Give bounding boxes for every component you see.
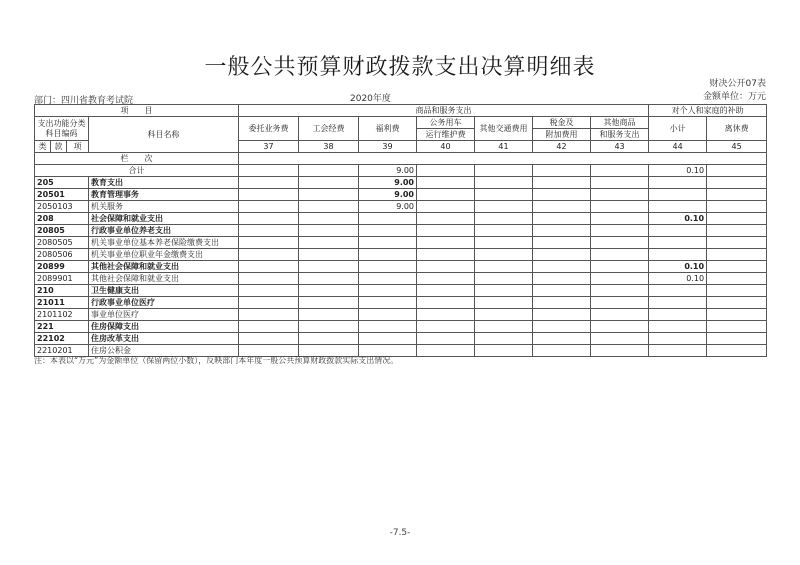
amount-cell: [591, 285, 649, 297]
amount-cell: [475, 237, 533, 249]
function-code-cell: 20899: [35, 261, 89, 273]
subject-name-cell: 卫生健康支出: [89, 285, 239, 297]
retire-header: 离休费: [707, 117, 767, 141]
footnote: 注：本表以“万元”为金额单位（保留两位小数），反映部门本年度一般公共预算财政拨款实际支出情况。: [34, 356, 399, 365]
amount-cell: [299, 321, 359, 333]
amount-cell: [239, 333, 299, 345]
total-row: [35, 165, 767, 177]
amount-cell: [591, 237, 649, 249]
table-row: [35, 177, 767, 189]
table-row: [35, 297, 767, 309]
welfare-header: 福利费: [359, 117, 417, 141]
subject-name-cell: 住房改革支出: [89, 333, 239, 345]
function-code-cell: 2080505: [35, 237, 89, 249]
function-code-cell: 221: [35, 321, 89, 333]
function-code-cell: 205: [35, 177, 89, 189]
amount-cell: [533, 261, 591, 273]
function-code-cell: 21011: [35, 297, 89, 309]
amount-cell: [239, 213, 299, 225]
amount-cell: [299, 249, 359, 261]
amount-cell: [417, 273, 475, 285]
total-cell: [591, 165, 649, 177]
amount-cell: [591, 309, 649, 321]
amount-cell: [239, 189, 299, 201]
subject-name-cell: 机关事业单位职业年金缴费支出: [89, 249, 239, 261]
amount-cell: [359, 333, 417, 345]
subject-name-header: 科目名称: [89, 117, 239, 153]
amount-cell: [649, 237, 707, 249]
department-label: 部门：四川省教育考试院: [34, 96, 134, 106]
amount-cell: [707, 285, 767, 297]
subject-name-cell: 住房保障支出: [89, 321, 239, 333]
xiang-header: 项: [67, 141, 89, 153]
function-code-cell: 22102: [35, 333, 89, 345]
amount-cell: [239, 225, 299, 237]
subject-name-cell: 事业单位医疗: [89, 309, 239, 321]
subject-name-cell: 机关事业单位基本养老保险缴费支出: [89, 237, 239, 249]
table-row: [35, 333, 767, 345]
amount-cell: [417, 189, 475, 201]
tax-header-2: 附加费用: [533, 129, 591, 141]
total-cell: 0.10: [649, 165, 707, 177]
amount-cell: 9.00: [359, 189, 417, 201]
amount-cell: [591, 261, 649, 273]
subject-name-cell: 其他社会保障和就业支出: [89, 261, 239, 273]
amount-cell: [649, 333, 707, 345]
function-code-cell: 210: [35, 285, 89, 297]
col-num-39: 39: [359, 141, 417, 153]
table-row: [35, 321, 767, 333]
function-code-cell: 2210201: [35, 345, 89, 357]
amount-cell: [591, 249, 649, 261]
amount-cell: [299, 213, 359, 225]
amount-cell: [707, 333, 767, 345]
amount-cell: [649, 309, 707, 321]
table-row: [35, 309, 767, 321]
amount-cell: [707, 177, 767, 189]
col-num-45: 45: [707, 141, 767, 153]
col-num-37: 37: [239, 141, 299, 153]
amount-cell: [417, 177, 475, 189]
table-row: [35, 201, 767, 213]
amount-cell: [417, 333, 475, 345]
amount-cell: [239, 201, 299, 213]
amount-cell: 0.10: [649, 213, 707, 225]
col-num-44: 44: [649, 141, 707, 153]
amount-cell: [475, 273, 533, 285]
amount-cell: [533, 309, 591, 321]
col-num-40: 40: [417, 141, 475, 153]
amount-cell: [707, 201, 767, 213]
amount-cell: [591, 213, 649, 225]
subtotal-header: 小计: [649, 117, 707, 141]
amount-cell: [359, 285, 417, 297]
amount-cell: [649, 345, 707, 357]
kuan-header: 款: [51, 141, 67, 153]
table-row: [35, 285, 767, 297]
amount-cell: [359, 321, 417, 333]
amount-cell: [533, 285, 591, 297]
amount-cell: [239, 321, 299, 333]
amount-cell: [359, 309, 417, 321]
unit-label: 金额单位：万元: [702, 92, 766, 102]
amount-cell: [299, 237, 359, 249]
amount-cell: [239, 261, 299, 273]
amount-cell: [707, 225, 767, 237]
amount-cell: [417, 237, 475, 249]
amount-cell: [239, 249, 299, 261]
total-cell: [707, 165, 767, 177]
amount-cell: [359, 249, 417, 261]
table-row: [35, 261, 767, 273]
table-row: [35, 225, 767, 237]
amount-cell: [707, 237, 767, 249]
transport-header: 其他交通费用: [475, 117, 533, 141]
amount-cell: [475, 213, 533, 225]
amount-cell: [649, 321, 707, 333]
vehicle-header-2: 运行维护费: [417, 129, 475, 141]
total-cell: [533, 165, 591, 177]
amount-cell: [417, 309, 475, 321]
amount-cell: [475, 189, 533, 201]
amount-cell: [417, 213, 475, 225]
amount-cell: [299, 333, 359, 345]
total-cell: [475, 165, 533, 177]
amount-cell: [591, 297, 649, 309]
amount-cell: [475, 225, 533, 237]
total-cell: [417, 165, 475, 177]
page-title: 一般公共预算财政拨款支出决算明细表: [204, 55, 596, 80]
expenditure-table: [34, 104, 767, 357]
amount-cell: [707, 321, 767, 333]
amount-cell: [475, 297, 533, 309]
col-num-38: 38: [299, 141, 359, 153]
amount-cell: [591, 177, 649, 189]
subject-name-cell: 住房公积金: [89, 345, 239, 357]
amount-cell: [533, 237, 591, 249]
page-number: -7.5-: [389, 528, 411, 538]
amount-cell: [475, 201, 533, 213]
table-row: [35, 273, 767, 285]
amount-cell: [533, 273, 591, 285]
amount-cell: [417, 261, 475, 273]
function-code-cell: 20805: [35, 225, 89, 237]
amount-cell: [475, 333, 533, 345]
table-row: [35, 189, 767, 201]
amount-cell: [359, 213, 417, 225]
amount-cell: [417, 321, 475, 333]
entrusted-header: 委托业务费: [239, 117, 299, 141]
subject-name-cell: 行政事业单位养老支出: [89, 225, 239, 237]
amount-cell: [475, 261, 533, 273]
table-row: [35, 237, 767, 249]
amount-cell: [649, 201, 707, 213]
goods-services-header: 商品和服务支出: [239, 105, 649, 117]
vehicle-header-1: 公务用车: [417, 117, 475, 129]
amount-cell: [533, 249, 591, 261]
amount-cell: [417, 225, 475, 237]
amount-cell: [417, 249, 475, 261]
amount-cell: [533, 177, 591, 189]
amount-cell: [707, 309, 767, 321]
amount-cell: [707, 261, 767, 273]
amount-cell: [707, 273, 767, 285]
amount-cell: [299, 309, 359, 321]
amount-cell: [299, 189, 359, 201]
col-num-42: 42: [533, 141, 591, 153]
amount-cell: [591, 273, 649, 285]
form-code: 财决公开07表: [709, 79, 766, 89]
tax-header-1: 税金及: [533, 117, 591, 129]
amount-cell: [299, 261, 359, 273]
amount-cell: [359, 297, 417, 309]
amount-cell: [591, 345, 649, 357]
lan-ci-row: [35, 153, 767, 165]
amount-cell: [475, 249, 533, 261]
total-cell: [239, 165, 299, 177]
amount-cell: [475, 285, 533, 297]
amount-cell: [417, 285, 475, 297]
amount-cell: [299, 297, 359, 309]
total-cell: [299, 165, 359, 177]
subject-name-cell: 行政事业单位医疗: [89, 297, 239, 309]
amount-cell: [299, 225, 359, 237]
other-header-2: 和服务支出: [591, 129, 649, 141]
item-header: 项 目: [35, 105, 239, 117]
amount-cell: [707, 249, 767, 261]
amount-cell: [707, 189, 767, 201]
amount-cell: [475, 321, 533, 333]
year-label: 2020年度: [350, 94, 391, 104]
amount-cell: [533, 201, 591, 213]
amount-cell: [359, 225, 417, 237]
amount-cell: [649, 249, 707, 261]
amount-cell: [417, 345, 475, 357]
amount-cell: [239, 237, 299, 249]
amount-cell: [649, 189, 707, 201]
subject-name-cell: 其他社会保障和就业支出: [89, 273, 239, 285]
function-code-cell: 2089901: [35, 273, 89, 285]
table-row: [35, 213, 767, 225]
amount-cell: [239, 273, 299, 285]
personal-subsidy-header: 对个人和家庭的补助: [649, 105, 767, 117]
amount-cell: [359, 261, 417, 273]
amount-cell: [359, 237, 417, 249]
amount-cell: [707, 297, 767, 309]
col-num-43: 43: [591, 141, 649, 153]
function-code-cell: 2050103: [35, 201, 89, 213]
amount-cell: [591, 189, 649, 201]
union-header: 工会经费: [299, 117, 359, 141]
subject-name-cell: 教育支出: [89, 177, 239, 189]
amount-cell: [533, 333, 591, 345]
amount-cell: [299, 201, 359, 213]
amount-cell: [239, 177, 299, 189]
amount-cell: [417, 201, 475, 213]
amount-cell: [591, 225, 649, 237]
amount-cell: [533, 189, 591, 201]
amount-cell: [475, 309, 533, 321]
lei-header: 类: [35, 141, 51, 153]
func-code-header: 支出功能分类科目编码: [35, 117, 89, 141]
amount-cell: [299, 285, 359, 297]
amount-cell: [591, 321, 649, 333]
total-label: 合计: [35, 165, 239, 177]
amount-cell: [533, 345, 591, 357]
amount-cell: [475, 177, 533, 189]
amount-cell: [591, 201, 649, 213]
amount-cell: [475, 345, 533, 357]
amount-cell: 9.00: [359, 177, 417, 189]
amount-cell: [239, 309, 299, 321]
amount-cell: [239, 285, 299, 297]
amount-cell: [649, 225, 707, 237]
amount-cell: [649, 177, 707, 189]
amount-cell: 9.00: [359, 201, 417, 213]
amount-cell: [707, 345, 767, 357]
subject-name-cell: 机关服务: [89, 201, 239, 213]
amount-cell: [533, 297, 591, 309]
function-code-cell: 20501: [35, 189, 89, 201]
col-num-41: 41: [475, 141, 533, 153]
amount-cell: [649, 297, 707, 309]
amount-cell: 0.10: [649, 261, 707, 273]
function-code-cell: 2080506: [35, 249, 89, 261]
amount-cell: [299, 177, 359, 189]
lan-ci-label: 栏 次: [35, 153, 239, 165]
amount-cell: [649, 285, 707, 297]
amount-cell: [359, 273, 417, 285]
function-code-cell: 208: [35, 213, 89, 225]
amount-cell: [707, 213, 767, 225]
total-cell: 9.00: [359, 165, 417, 177]
function-code-cell: 2101102: [35, 309, 89, 321]
amount-cell: [533, 225, 591, 237]
amount-cell: [533, 321, 591, 333]
amount-cell: [239, 297, 299, 309]
amount-cell: [417, 297, 475, 309]
table-row: [35, 249, 767, 261]
other-header-1: 其他商品: [591, 117, 649, 129]
amount-cell: [591, 333, 649, 345]
subject-name-cell: 社会保障和就业支出: [89, 213, 239, 225]
amount-cell: 0.10: [649, 273, 707, 285]
amount-cell: [299, 273, 359, 285]
amount-cell: [533, 213, 591, 225]
subject-name-cell: 教育管理事务: [89, 189, 239, 201]
